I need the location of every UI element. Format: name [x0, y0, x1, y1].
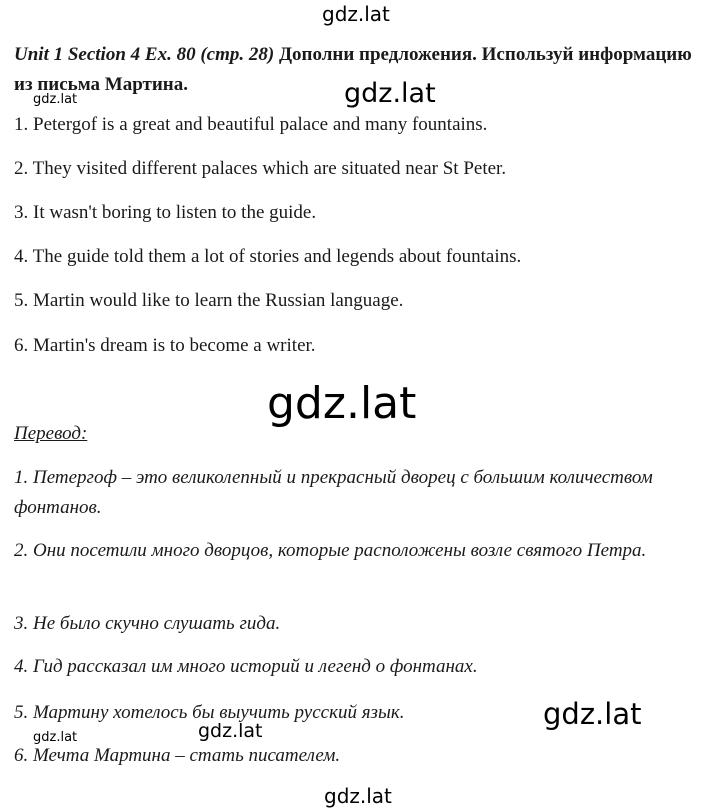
english-sentence-2: 2. They visited different palaces which are situated near St Peter. — [14, 158, 507, 179]
russian-sentence-6: 6. Мечта Мартина – стать писателем. — [14, 745, 341, 766]
watermark-bottom-left: gdz.lat — [33, 730, 78, 745]
watermark-bottom-mid: gdz.lat — [198, 720, 263, 742]
russian-sentence-5: 5. Мартину хотелось бы выучить русский язык. — [14, 702, 405, 723]
watermark-right: gdz.lat — [543, 697, 642, 731]
russian-sentence-3: 3. Не было скучно слушать гида. — [14, 613, 281, 634]
english-sentence-4: 4. The guide told them a lot of stories and legends about fountains. — [14, 246, 522, 267]
watermark-top: gdz.lat — [322, 2, 390, 26]
english-sentence-3: 3. It wasn't boring to listen to the guide. — [14, 202, 317, 223]
english-sentence-6: 6. Martin's dream is to become a writer. — [14, 335, 316, 356]
watermark-bottom: gdz.lat — [324, 784, 392, 808]
russian-sentence-1: 1. Петергоф – это великолепный и прекрасный дворец с большим количеством фонтанов. — [14, 467, 653, 518]
translation-label: Перевод: — [14, 423, 88, 444]
russian-sentence-4: 4. Гид рассказал им много историй и легенд о фонтанах. — [14, 656, 478, 677]
russian-sentence-2: 2. Они посетили много дворцов, которые расположены возле святого Петра. — [14, 540, 647, 561]
exercise-label: Unit 1 Section 4 Ex. 80 (стр. 28) — [14, 44, 275, 65]
english-sentence-1: 1. Petergof is a great and beautiful palace and many fountains. — [14, 114, 488, 135]
watermark-big-center: gdz.lat — [267, 378, 417, 429]
watermark-small-left: gdz.lat — [33, 92, 78, 107]
exercise-instruction: Дополни предложения. Используй информацию из письма Мартина. — [14, 44, 692, 95]
english-sentence-5: 5. Martin would like to learn the Russian language. — [14, 290, 404, 311]
watermark-mid: gdz.lat — [344, 78, 436, 109]
